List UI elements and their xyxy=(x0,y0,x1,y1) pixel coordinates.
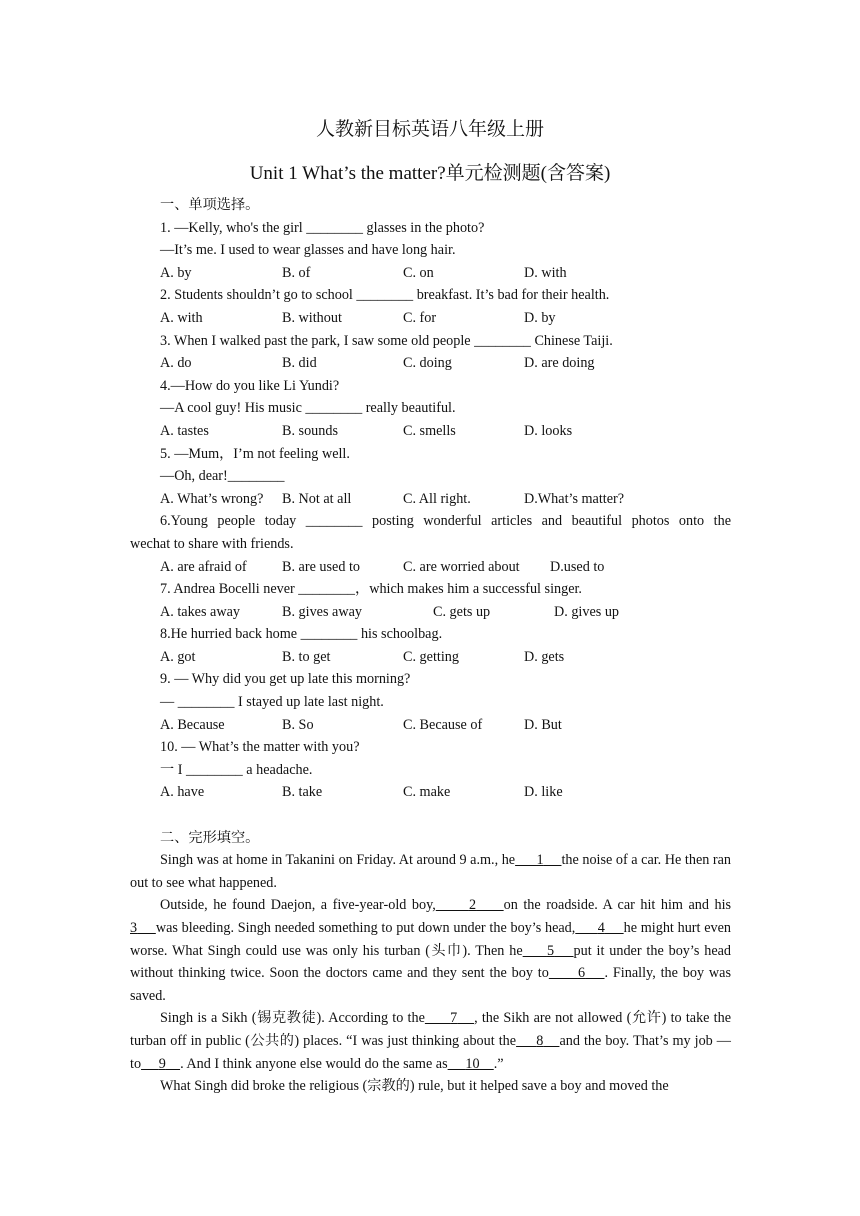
option-c: C. Because of xyxy=(403,716,483,733)
option-d: D. gives up xyxy=(554,603,620,620)
cloze-paragraph: Singh was at home in Takanini on Friday. At around 9 a.m., he 1 the noise of a car. He then ran out to see what happened. xyxy=(130,852,732,891)
question-line: —It’s me. I used to wear glasses and have long hair. xyxy=(160,242,456,259)
option-c: C. doing xyxy=(403,355,452,372)
question-line: —A cool guy! His music ________ really beautiful. xyxy=(160,400,456,417)
option-d: D.used to xyxy=(550,558,605,575)
option-b: B. without xyxy=(282,309,342,326)
question-line: — ________ I stayed up late last night. xyxy=(160,694,384,711)
option-b: B. take xyxy=(282,784,323,801)
cloze-blank: 4 xyxy=(597,920,605,936)
question-line: 4.—How do you like Li Yundi? xyxy=(160,377,340,394)
option-b: B. of xyxy=(282,264,311,281)
section-heading: 一、单项选择。 xyxy=(160,197,260,213)
option-a: A. Because xyxy=(160,716,225,733)
option-d: D. by xyxy=(524,309,556,326)
spacer xyxy=(130,804,731,827)
question-options xyxy=(130,262,731,285)
cloze-blank: 2 xyxy=(468,897,477,914)
question-options xyxy=(130,307,731,330)
cloze-blank: 7 xyxy=(450,1010,458,1027)
question-options xyxy=(130,488,731,511)
option-c: C. smells xyxy=(403,422,456,439)
cloze-blank: 8 xyxy=(536,1032,544,1049)
cloze-blank: 3 xyxy=(130,920,138,936)
option-a: A. What’s wrong? xyxy=(160,490,264,507)
cloze-blank: 1 xyxy=(536,852,544,869)
document-body xyxy=(130,194,731,1098)
option-c: C. gets up xyxy=(433,603,491,620)
option-b: B. sounds xyxy=(282,422,338,439)
option-d: D.What’s matter? xyxy=(524,490,625,507)
question-options xyxy=(130,420,731,443)
option-b: B. to get xyxy=(282,648,331,665)
question-options xyxy=(130,556,731,579)
question-options xyxy=(130,714,731,737)
question-options xyxy=(130,646,731,669)
option-c: C. are worried about xyxy=(403,558,520,575)
option-b: B. did xyxy=(282,355,317,372)
question-line: wechat to share with friends. xyxy=(130,535,294,552)
option-a: A. tastes xyxy=(160,422,209,439)
cloze-blank: 10 xyxy=(465,1055,480,1072)
option-a: A. takes away xyxy=(160,603,240,620)
question-line: 3. When I walked past the park, I saw some old people ________ Chinese Taiji. xyxy=(160,332,613,349)
question-line: 9. — Why did you get up late this morning? xyxy=(160,671,411,688)
question-line: 1. —Kelly, who's the girl ________ glasses in the photo? xyxy=(160,219,485,236)
cloze-blank: 5 xyxy=(546,942,555,959)
question-line: 7. Andrea Bocelli never ________，which makes him a successful singer. xyxy=(160,581,582,598)
section-heading: 二、完形填空。 xyxy=(160,829,260,846)
option-a: A. are afraid of xyxy=(160,558,247,575)
option-b: B. gives away xyxy=(282,603,362,620)
document-title: 人教新目标英语八年级上册 xyxy=(315,119,544,140)
option-a: A. do xyxy=(160,355,192,372)
question-line: 8.He hurried back home ________ his schoolbag. xyxy=(160,626,443,643)
option-d: D. gets xyxy=(524,648,565,665)
document-subtitle: Unit 1 What’s the matter?单元检测题(含答案) xyxy=(249,163,611,184)
question-line: 一 I ________ a headache. xyxy=(160,761,313,778)
option-c: C. getting xyxy=(403,648,459,665)
option-d: D. But xyxy=(524,716,562,733)
option-d: D. like xyxy=(524,784,563,801)
option-c: C. All right. xyxy=(403,490,471,507)
cloze-blank: 6 xyxy=(577,965,586,982)
cloze-paragraph: Outside, he found Daejon, a five-year-old boy, 2 on the roadside. A car hit him and his 3 was bleeding. Singh needed something to put down under the boy’s head, 4 he might hurt even worse. What Singh could use was only his turban (头巾). Then he 5 put it under the boy’s head without thinking twice. Soon the doctors came and they sent the boy to 6 . Finally, the boy was saved. xyxy=(130,897,732,1004)
question-line: —Oh, dear!________ xyxy=(160,468,285,485)
option-a: A. have xyxy=(160,784,205,801)
option-b: B. Not at all xyxy=(282,490,352,507)
cloze-paragraph: What Singh did broke the religious (宗教的) rule, but it helped save a boy and moved the xyxy=(160,1078,669,1095)
question-line: 10. — What’s the matter with you? xyxy=(160,739,360,756)
question-options xyxy=(130,601,731,624)
option-b: B. are used to xyxy=(282,558,361,575)
option-c: C. on xyxy=(403,264,434,281)
option-a: A. by xyxy=(160,264,192,281)
option-d: D. are doing xyxy=(524,355,595,372)
option-a: A. got xyxy=(160,648,196,665)
cloze-passage xyxy=(130,849,731,1098)
option-d: D. with xyxy=(524,264,567,281)
option-c: C. make xyxy=(403,784,451,801)
question-line: 5. —Mum，I’m not feeling well. xyxy=(160,445,350,462)
question-line: 6.Young people today ________ posting wonderful articles and beautiful photos onto the xyxy=(160,513,731,530)
question-options xyxy=(130,352,731,375)
question-line: 2. Students shouldn’t go to school ________ breakfast. It’s bad for their health. xyxy=(160,287,610,304)
option-a: A. with xyxy=(160,309,203,326)
cloze-paragraph: Singh is a Sikh (锡克教徒). According to the 7 , the Sikh are not allowed (允许) to take the turban off in public (公共的) places. “I was just thinking about the 8 and the boy. That’s my job — to 9 . And I think anyone else would do the same as 10 .” xyxy=(130,1010,732,1072)
question-options xyxy=(130,781,731,804)
option-d: D. looks xyxy=(524,422,573,439)
cloze-blank: 9 xyxy=(158,1055,166,1072)
option-c: C. for xyxy=(403,309,437,326)
option-b: B. So xyxy=(282,716,314,733)
